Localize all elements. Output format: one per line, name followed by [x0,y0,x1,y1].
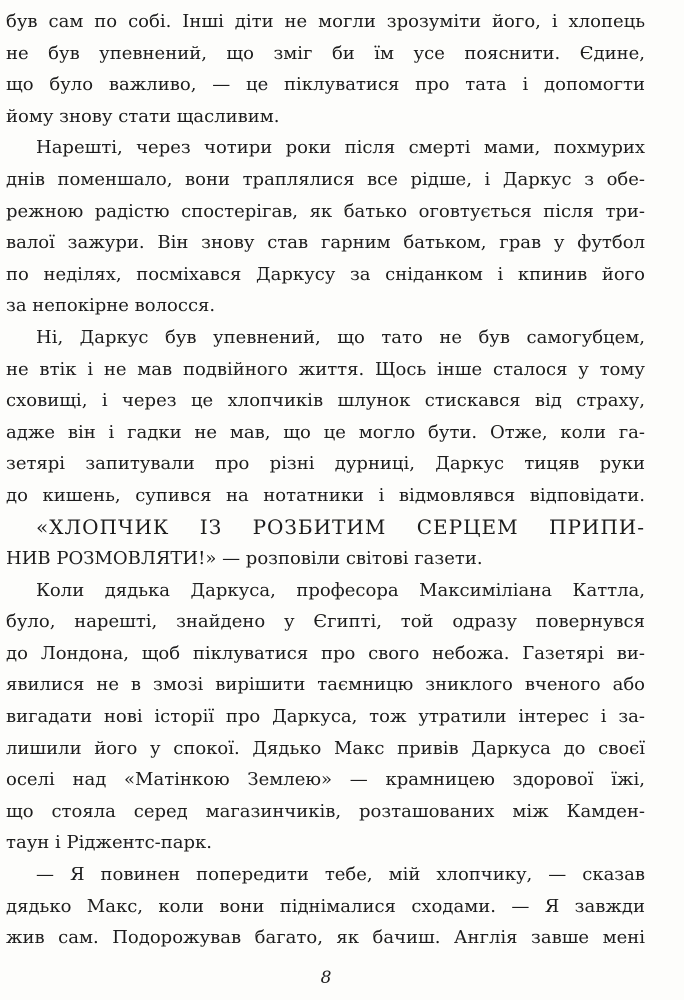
text-line: валої зажури. Він знову став гарним батьком, грав у футбол [6,232,645,254]
page-number: 8 [320,968,332,988]
text-line: жив сам. Подорожував багато, як бачиш. Англія завше мені [6,927,645,949]
text-line: не втік і не мав подвійного життя. Щось інше сталося у тому [6,358,645,380]
paragraph [6,322,645,512]
text-line: що було важливо, — це піклуватися про тата і допомогти [6,74,645,96]
text-line: до Лондона, щоб піклуватися про свого небожа. Газетярі ви- [6,642,645,664]
text-line: було, нарешті, знайдено у Єгипті, той одразу повернувся [6,611,645,633]
paragraph [6,859,645,954]
text-line: явилися не в змозі вирішити таємницю зниклого вченого або [6,674,645,696]
text-line: таун і Ріджентс-парк. [6,832,212,854]
text-line: Коли дядька Даркуса, професора Максиміліана Каттла, [36,579,645,601]
text-line: сховищі, і через це хлопчиків шлунок стискався від страху, [6,390,645,412]
paragraph-headline [6,512,645,575]
paragraph [6,132,645,322]
text-line: дядько Макс, коли вони піднімалися сходами. — Я завжди [6,895,645,917]
paragraph [6,6,645,132]
text-line: лишили його у спокої. Дядько Макс привів Даркуса до своєї [6,737,645,759]
text-line: не був упевнений, що зміг би їм усе пояснити. Єдине, [6,42,645,64]
text-line: Нарешті, через чотири роки після смерті мами, похмурих [36,137,645,159]
text-line: зетярі запитували про різні дурниці, Даркус тицяв руки [6,453,645,475]
text-line: до кишень, супився на нотатники і відмовлявся відповідати. [6,484,645,506]
text-line: адже він і гадки не мав, що це могло бути. Отже, коли га- [6,421,645,443]
text-line: оселі над «Матінкою Землею» — крамницею здорової їжі, [6,769,645,791]
text-line: — Я повинен попередити тебе, мій хлопчику, — сказав [36,864,645,886]
text-line: за непокірне волосся. [6,295,216,317]
text-line: режною радістю спостерігав, як батько оговтується після три- [6,200,645,222]
text-line: був сам по собі. Інші діти не могли зрозуміти його, і хлопець [6,11,645,32]
text-line: по неділях, посміхався Даркусу за сніданком і кпинив його [6,263,645,285]
body-text [6,6,645,954]
paragraph [6,575,645,859]
text-line: Ні, Даркус був упевнений, що тато не був самогубцем, [36,326,645,348]
text-line: що стояла серед магазинчиків, розташованих між Камден- [6,800,645,822]
text-line: НИВ РОЗМОВЛЯТИ!» — розповіли світові газети. [6,548,483,570]
text-line: днів поменшало, вони траплялися все рідше, і Даркус з обе- [6,168,645,190]
text-line: вигадати нові історії про Даркуса, тож утратили інтерес і за- [6,706,645,728]
text-line: «ХЛОПЧИК ІЗ РОЗБИТИМ СЕРЦЕМ ПРИПИ- [36,514,645,539]
text-line: йому знову стати щасливим. [6,105,280,127]
